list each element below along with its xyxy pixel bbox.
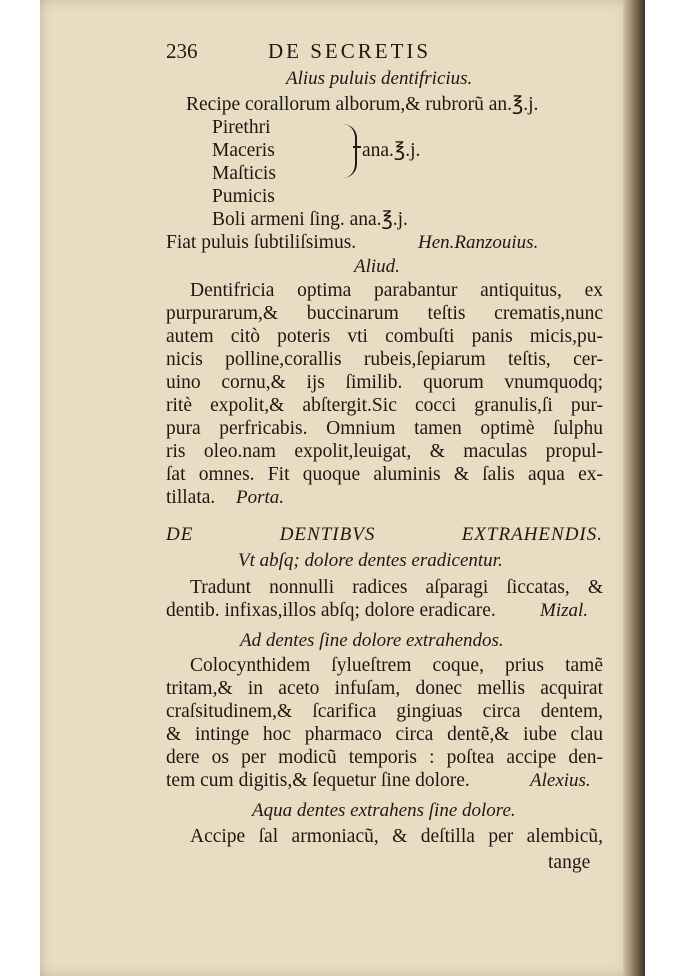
page-number: 236 xyxy=(166,39,198,63)
running-title: DE SECRETIS xyxy=(268,39,432,63)
paragraph-line: Tradunt nonnulli radices aſparagi ſiccatas, & xyxy=(190,577,603,598)
author-attribution: Mizal. xyxy=(540,600,589,621)
author-attribution: Alexius. xyxy=(530,770,591,791)
section-heading: Ad dentes ſine dolore extrahendos. xyxy=(240,630,504,651)
paragraph-line: Colocynthidem ſylueſtrem coque, prius tamẽ xyxy=(190,655,603,676)
paragraph-line: Accipe ſal armoniacũ, & deſtilla per alembicũ, xyxy=(190,826,603,847)
grouping-brace-tip xyxy=(353,146,361,148)
ingredient-line: Maſticis xyxy=(212,163,276,184)
paragraph-line: & intinge hoc pharmaco circa dentẽ,& iube clau xyxy=(166,724,603,745)
ingredient-line: Pirethri xyxy=(212,117,271,138)
chapter-heading: DE DENTIBVS EXTRAHENDIS. xyxy=(166,524,603,545)
ingredient-line: Maceris xyxy=(212,140,275,161)
text-line: Recipe corallorum alborum,& rubrorũ an.℥.j. xyxy=(186,94,539,115)
paragraph-line: ris oleo.nam expolit,leuigat, & maculas propul- xyxy=(166,441,603,462)
paragraph-line: nicis polline,corallis rubeis,ſepiarum teſtis, cer- xyxy=(166,349,603,370)
author-attribution: Hen.Ranzouius. xyxy=(418,232,539,253)
section-heading: Aliud. xyxy=(354,256,400,277)
paragraph-line: Dentifricia optima parabantur antiquitus, ex xyxy=(190,280,603,301)
paragraph-line: uino cornu,& ijs ſimilib. quorum vnumquodq; xyxy=(166,372,603,393)
grouping-brace xyxy=(339,124,357,178)
author-attribution: Porta. xyxy=(236,487,285,508)
section-heading: Aqua dentes extrahens ſine dolore. xyxy=(252,800,516,821)
catchword: tange xyxy=(548,852,591,873)
section-heading: Vt abſq; dolore dentes eradicentur. xyxy=(238,550,503,571)
paragraph-line: pura perfricabis. Omnium tamen optimè ſulphu xyxy=(166,418,603,439)
paragraph-line: dere os per modicũ temporis : poſtea accipe den- xyxy=(166,747,603,768)
page-gutter-shadow xyxy=(623,0,645,976)
ingredient-line: Pumicis xyxy=(212,186,275,207)
paragraph-line: dentib. infixas,illos abſq; dolore eradicare. xyxy=(166,600,496,621)
brace-label: ana.℥.j. xyxy=(362,140,421,161)
paragraph-line: autem citò poteris vti combuſti panis micis,pu- xyxy=(166,326,603,347)
paragraph-line: purpurarum,& buccinarum teſtis crematis,nunc xyxy=(166,303,603,324)
paragraph-line: tritam,& in aceto infuſam, donec mellis acquirat xyxy=(166,678,603,699)
section-heading: Alius puluis dentifricius. xyxy=(286,68,473,89)
text-line: Boli armeni ſing. ana.℥.j. xyxy=(212,209,408,230)
paragraph-line: ritè expolit,& abſtergit.Sic cocci granulis,ſi pur- xyxy=(166,395,603,416)
paragraph-line: ſat omnes. Fit quoque aluminis & ſalis aqua ex- xyxy=(166,464,603,485)
paragraph-line: craſsitudinem,& ſcarifica gingiuas circa dentem, xyxy=(166,701,603,722)
paragraph-line: tillata. xyxy=(166,487,216,508)
text-line: Fiat puluis ſubtiliſsimus. xyxy=(166,232,357,253)
paragraph-line: tem cum digitis,& ſequetur ſine dolore. xyxy=(166,770,470,791)
